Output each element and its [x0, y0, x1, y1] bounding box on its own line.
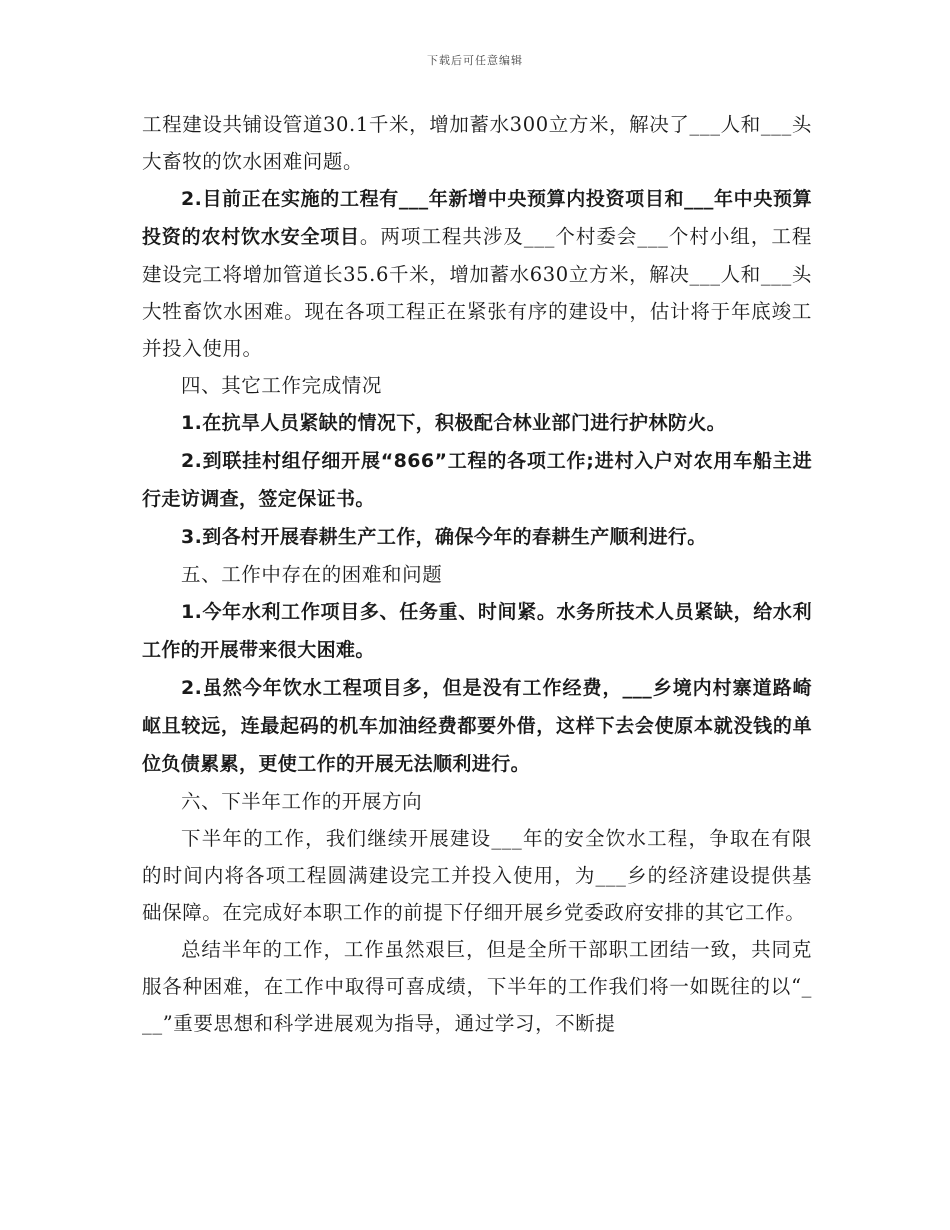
paragraph-bold-lead: 2.目前正在实施的工程有___年新增中央预算内投资项目和___年中央预算投资的农村饮水安全项目	[142, 188, 812, 248]
paragraph-second-half-plan	[142, 820, 812, 931]
paragraph-forest-fire	[142, 404, 812, 442]
paragraph-text: 。两项工程共涉及___个村委会___个村小组，工程建设完工将增加管道长35.6千米，增加蓄水630立方米，解决___人和___头大牲畜饮水困难。现在各项工程正在紧张有序的建设中，估计将于年底竣工并投入使用。	[142, 225, 812, 360]
paragraph-text: 总结半年的工作，工作虽然艰巨，但是全所干部职工团结一致，共同克服各种困难，在工作中取得可喜成绩，下半年的工作我们将一如既往的以“___”重要思想和科学进展观为指导，通过学习，不断提	[142, 938, 812, 1035]
paragraph-bold-lead: 2.到联挂村组仔细开展“866”工程的各项工作;进村入户对农用车船主进行走访调查，签定保证书。	[142, 450, 812, 510]
paragraph-bold-lead: 3.到各村开展春耕生产工作，确保今年的春耕生产顺利进行。	[181, 526, 707, 548]
section-heading-second-half	[142, 783, 812, 820]
paragraph-spring-plowing	[142, 518, 812, 556]
paragraph-summary	[142, 931, 812, 1042]
paragraph-bold-lead: 1.今年水利工作项目多、任务重、时间紧。水务所技术人员紧缺，给水利工作的开展带来很大困难。	[142, 601, 812, 661]
paragraph-difficulty-funding	[142, 669, 812, 783]
paragraph-text: 下半年的工作，我们继续开展建设___年的安全饮水工程，争取在有限的时间内将各项工程圆满建设完工并投入使用，为___乡的经济建设提供基础保障。在完成好本职工作的前提下仔细开展乡党委政府安排的其它工作。	[142, 827, 812, 924]
section-heading-other-work	[142, 367, 812, 404]
paragraph-bold-lead: 1.在抗旱人员紧缺的情况下，积极配合林业部门进行护林防火。	[181, 412, 727, 434]
heading-text: 五、工作中存在的困难和问题	[181, 563, 443, 586]
paragraph-text: 工程建设共铺设管道30.1千米，增加蓄水300立方米，解决了___人和___头大畜牧的饮水困难问题。	[142, 113, 812, 173]
paragraph-ongoing-projects	[142, 180, 812, 367]
paragraph-project-summary	[142, 106, 812, 180]
section-heading-difficulties	[142, 556, 812, 593]
heading-text: 四、其它工作完成情况	[181, 374, 383, 397]
paragraph-866-project	[142, 442, 812, 518]
paragraph-difficulty-staff	[142, 593, 812, 669]
page-header-note: 下载后可任意编辑	[427, 54, 523, 67]
heading-text: 六、下半年工作的开展方向	[181, 790, 423, 813]
paragraph-bold-lead: 2.虽然今年饮水工程项目多，但是没有工作经费，___乡境内村寨道路崎岖且较远，连最起码的机车加油经费都要外借，这样下去会使原本就没钱的单位负债累累，更使工作的开展无法顺利进行。	[142, 677, 812, 775]
document-body	[142, 106, 812, 1042]
